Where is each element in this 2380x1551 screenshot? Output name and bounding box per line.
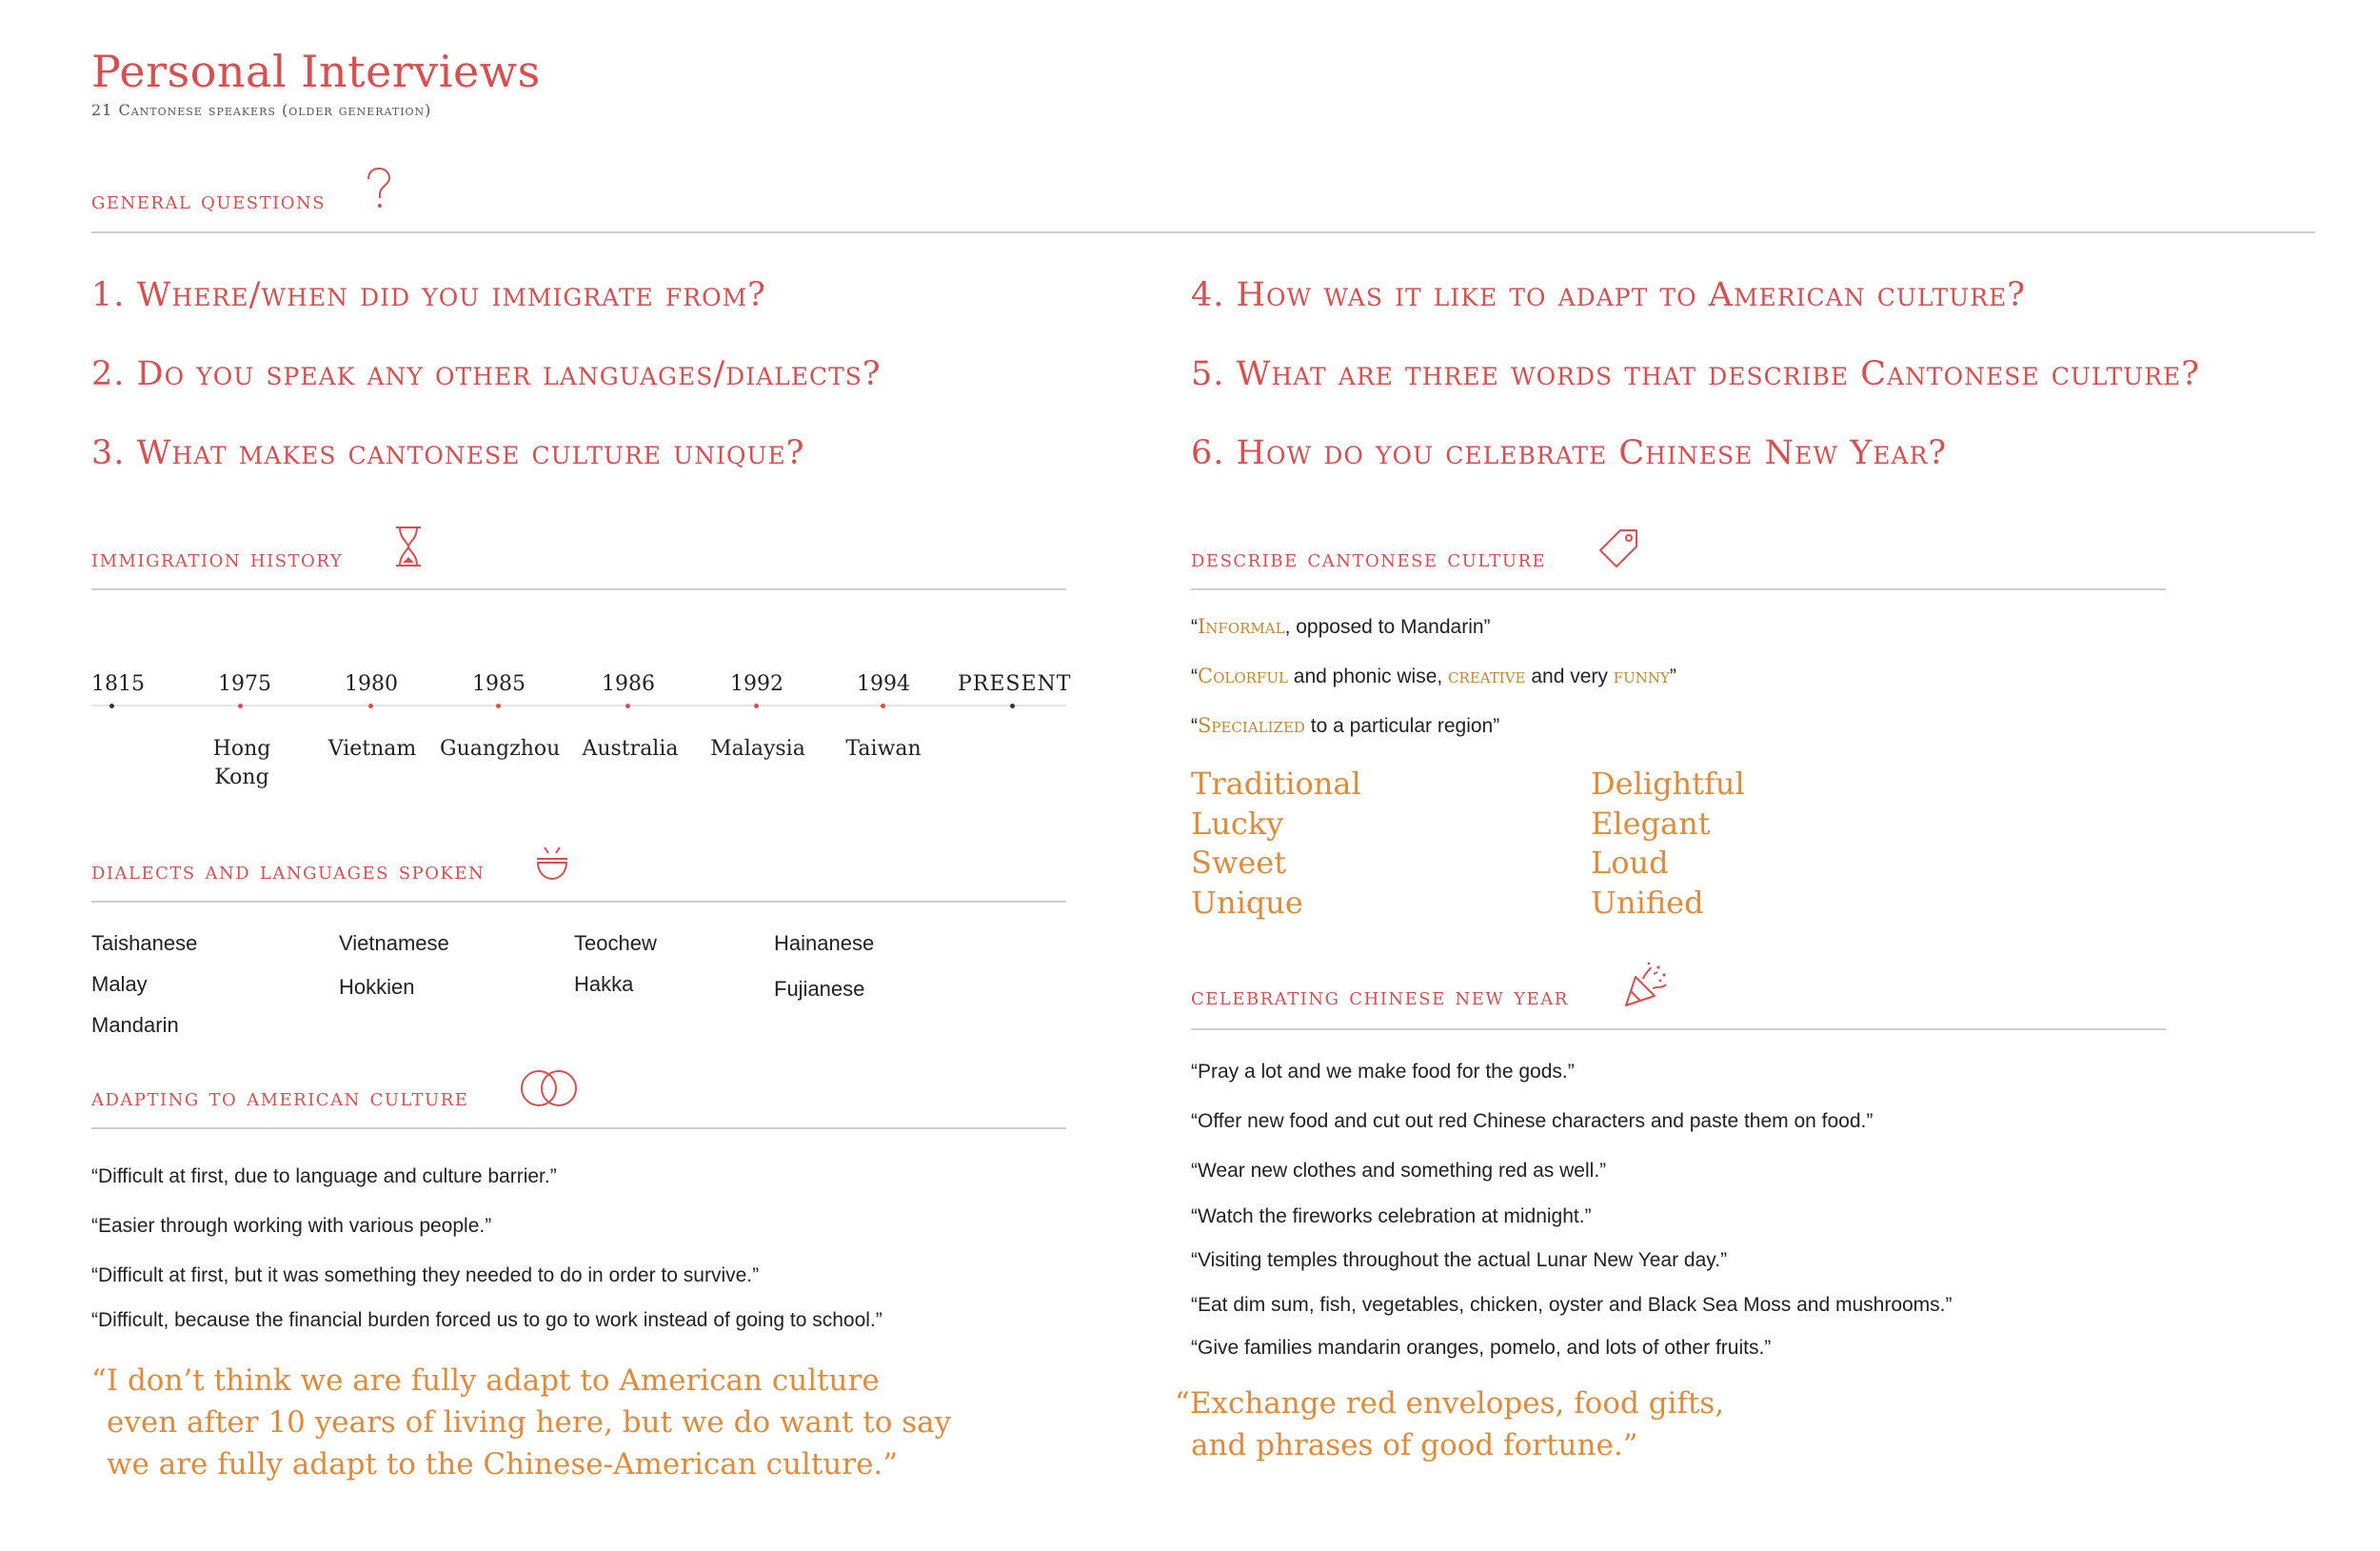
timeline-place: Australia — [582, 737, 679, 761]
tag-icon — [1597, 527, 1639, 569]
general-questions-heading: general questions — [91, 187, 327, 215]
timeline-year: PRESENT — [958, 672, 1072, 696]
page-subtitle: 21 Cantonese speakers (older generation) — [91, 101, 432, 119]
new-year-quote: “Offer new food and cut out red Chinese characters and paste them on food.” — [1191, 1110, 1874, 1132]
keyword-colorful: Colorful — [1198, 665, 1288, 687]
culture-word: Sweet — [1191, 845, 1287, 881]
question-3: 3. What makes cantonese culture unique? — [91, 434, 805, 472]
timeline-dot — [109, 704, 114, 708]
timeline-dot — [1010, 704, 1015, 708]
keyword-informal: Informal — [1198, 615, 1285, 638]
timeline-year: 1992 — [730, 672, 783, 696]
open-quote: “ — [1191, 666, 1198, 687]
language-item: Hainanese — [774, 931, 875, 955]
new-year-quote: “Wear new clothes and something red as well.” — [1191, 1160, 1607, 1182]
timeline-dot — [881, 704, 885, 708]
language-item: Mandarin — [91, 1013, 179, 1037]
culture-word: Elegant — [1591, 805, 1711, 842]
question-mark-icon — [364, 168, 392, 209]
keyword-creative: creative — [1448, 665, 1526, 687]
question-5: 5. What are three words that describe Cantonese culture? — [1191, 355, 2201, 393]
timeline-place — [192, 735, 291, 792]
timeline-year: 1985 — [472, 672, 526, 696]
party-popper-icon — [1622, 962, 1670, 1009]
keyword-funny: funny — [1613, 665, 1670, 687]
hourglass-icon — [393, 526, 424, 567]
timeline-place: Taiwan — [845, 737, 922, 761]
describe-quote — [1191, 615, 1491, 639]
adapting-quote: “Difficult, because the financial burden forced us to go to work instead of going to school.” — [91, 1309, 883, 1331]
question-4: 4. How was it like to adapt to American culture? — [1191, 276, 2027, 314]
timeline-year: 1975 — [218, 672, 271, 696]
quote-text: and phonic wise, — [1287, 666, 1449, 687]
culture-word: Traditional — [1191, 766, 1361, 802]
adapting-quote: “Difficult at first, but it was something they needed to do in order to survive.” — [91, 1264, 760, 1286]
question-6: 6. How do you celebrate Chinese New Year? — [1191, 434, 1948, 472]
timeline-dot — [238, 704, 243, 708]
timeline-year: 1980 — [345, 672, 398, 696]
culture-word: Loud — [1591, 845, 1669, 881]
question-2: 2. Do you speak any other languages/dialects? — [91, 355, 882, 393]
highlight-line: “Exchange red envelopes, food gifts, — [1175, 1386, 1725, 1421]
adapting-rule — [91, 1127, 1066, 1129]
open-quote: “ — [1191, 616, 1198, 638]
highlight-line: we are fully adapt to the Chinese-American culture.” — [107, 1447, 899, 1481]
new-year-quote: “Give families mandarin oranges, pomelo, and lots of other fruits.” — [1191, 1337, 1772, 1359]
new-year-highlight-quote — [1175, 1382, 1724, 1466]
new-year-quote: “Watch the fireworks celebration at midnight.” — [1191, 1205, 1592, 1227]
highlight-line: “I don’t think we are fully adapt to American culture — [91, 1363, 880, 1398]
keyword-specialized: Specialized — [1198, 714, 1305, 737]
timeline-place: Guangzhou — [440, 737, 561, 761]
language-item: Hokkien — [339, 975, 415, 999]
highlight-line: and phrases of good fortune.” — [1191, 1428, 1638, 1462]
timeline-dot — [625, 704, 630, 708]
question-1: 1. Where/when did you immigrate from? — [91, 276, 766, 314]
timeline-dot — [496, 704, 501, 708]
culture-word: Unified — [1591, 885, 1704, 921]
language-item: Malay — [91, 972, 148, 996]
timeline-place: Vietnam — [327, 737, 417, 761]
general-questions-rule — [91, 231, 2315, 233]
quote-rest: to a particular region” — [1304, 715, 1500, 737]
describe-rule — [1191, 588, 2166, 590]
describe-quote — [1191, 665, 1676, 688]
highlight-line: even after 10 years of living here, but we do want to say — [107, 1405, 952, 1440]
timeline-dot — [754, 704, 759, 708]
language-item: Fujianese — [774, 977, 865, 1001]
timeline-dot — [368, 704, 373, 708]
page-title: Personal Interviews — [91, 46, 541, 97]
describe-heading: describe cantonese culture — [1191, 545, 1547, 573]
language-item: Teochew — [574, 931, 657, 955]
timeline-place: Malaysia — [710, 737, 805, 761]
open-quote: “ — [1191, 715, 1198, 737]
adapting-quote: “Easier through working with various people.” — [91, 1215, 492, 1237]
adapting-quote: “Difficult at first, due to language and culture barrier.” — [91, 1165, 557, 1187]
timeline-year: 1986 — [602, 672, 655, 696]
timeline-place-label: Hong Kong — [212, 737, 271, 789]
new-year-rule — [1191, 1028, 2166, 1030]
quote-rest: , opposed to Mandarin” — [1284, 616, 1491, 638]
immigration-heading: immigration history — [91, 545, 344, 573]
immigration-rule — [91, 588, 1066, 590]
timeline-year: 1994 — [857, 672, 910, 696]
interlocking-rings-icon — [518, 1068, 581, 1108]
new-year-quote: “Eat dim sum, fish, vegetables, chicken, oyster and Black Sea Moss and mushrooms.” — [1191, 1294, 1953, 1316]
culture-word: Unique — [1191, 885, 1303, 921]
new-year-quote: “Pray a lot and we make food for the gods.” — [1191, 1061, 1575, 1083]
bowl-icon — [535, 845, 569, 884]
dialects-heading: dialects and languages spoken — [91, 857, 486, 885]
timeline-year: 1815 — [91, 672, 145, 696]
describe-quote — [1191, 714, 1499, 738]
culture-word: Lucky — [1191, 805, 1284, 842]
adapting-heading: adapting to american culture — [91, 1084, 469, 1112]
adapting-highlight-quote — [91, 1360, 951, 1485]
language-item: Vietnamese — [339, 931, 449, 955]
new-year-heading: celebrating chinese new year — [1191, 983, 1569, 1011]
language-item: Taishanese — [91, 931, 198, 955]
dialects-rule — [91, 901, 1066, 903]
close-quote: ” — [1669, 666, 1676, 687]
quote-text: and very — [1525, 666, 1614, 687]
language-item: Hakka — [574, 972, 634, 996]
new-year-quote: “Visiting temples throughout the actual Lunar New Year day.” — [1191, 1249, 1728, 1271]
culture-word: Delightful — [1591, 766, 1745, 802]
